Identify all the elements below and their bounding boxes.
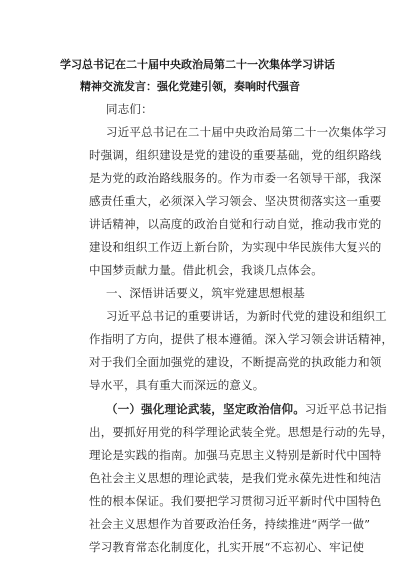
subsection-heading: （一）强化理论武装，坚定政治信仰。	[106, 402, 305, 416]
paragraph-line: 导水平，具有重大而深远的意义。	[89, 378, 265, 392]
paragraph-line: 社会主义思想作为首要政治任务，持续推进“两学一做”	[89, 517, 371, 531]
paragraph-line: 对于我们全面加强党的建设，不断提高党的执政能力和领	[89, 355, 382, 369]
greeting: 同志们：	[106, 102, 153, 116]
document-title-line-1: 学习总书记在二十届中央政治局第二十一次集体学习讲话	[60, 58, 335, 71]
paragraph-line: 性的根本保证。我们要把学习贯彻习近平新时代中国特色	[89, 494, 382, 508]
paragraph-line: 感责任重大，必须深入学习领会、坚决贯彻落实这一重要	[89, 194, 382, 208]
section-heading: 一、深悟讲话要义，筑牢党建思想根基	[106, 286, 305, 300]
paragraph-text: 习近平总书记指	[304, 402, 387, 416]
paragraph-line: 中国梦贡献力量。借此机会，我谈几点体会。	[89, 263, 323, 277]
paragraph-line: 习近平总书记的重要讲话，为新时代党的建设和组织工	[106, 309, 387, 323]
paragraph-line: 出，要抓好用党的科学理论武装全党。思想是行动的先导，	[89, 425, 394, 439]
paragraph-line: 习近平总书记在二十届中央政治局第二十一次集体学习	[106, 125, 387, 139]
paragraph-line: 是为党的政治路线服务的。作为市委一名领导干部，我深	[89, 171, 382, 185]
paragraph-line: 建设和组织工作迈上新台阶，为实现中华民族伟大复兴的	[89, 240, 382, 254]
subsection-line	[106, 402, 387, 417]
paragraph-line: 理论是实践的指南。加强马克思主义特别是新时代中国特	[89, 448, 382, 462]
paragraph-line: 学习教育常态化制度化，扎实开展“不忘初心、牢记使	[89, 540, 365, 554]
paragraph-line: 时强调，组织建设是党的建设的重要基础，党的组织路线	[89, 148, 382, 162]
paragraph-line: 作指明了方向，提供了根本遵循。深入学习领会讲话精神，	[89, 332, 394, 346]
document-title-line-2: 精神交流发言：强化党建引领，奏响时代强音	[80, 80, 300, 93]
paragraph-line: 色社会主义思想的理论武装，是我们党永葆先进性和纯洁	[89, 471, 382, 485]
paragraph-line: 讲话精神，以高度的政治自觉和行动自觉，推动我市党的	[89, 217, 382, 231]
